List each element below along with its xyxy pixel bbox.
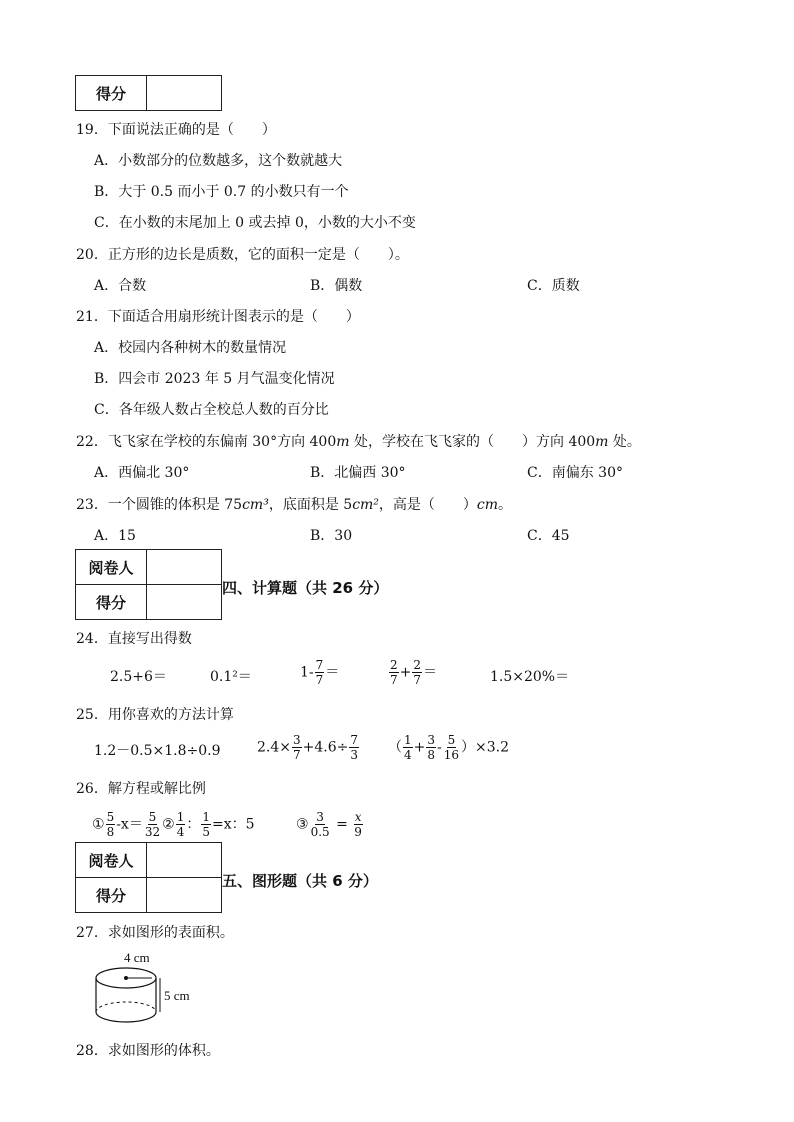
reviewer-cell[interactable] [147, 550, 222, 585]
q22-option-a: A．西偏北 30° [94, 465, 190, 481]
fraction [412, 658, 422, 687]
denominator: 32 [144, 825, 161, 839]
score-cell[interactable] [147, 878, 222, 913]
numerator: 1 [404, 733, 412, 747]
q26-p1-mid: -x＝ [116, 816, 143, 833]
fraction [443, 733, 460, 762]
section-4-title: 四、计算题（共 26 分） [222, 579, 389, 597]
cylinder-figure [90, 948, 210, 1032]
question-24: 24．直接写出得数 [76, 631, 192, 647]
q25-expr-2 [257, 733, 360, 762]
q21-option-a: A．校园内各种树木的数量情况 [94, 340, 287, 356]
q25-expr-3-close: ）×3.2 [461, 739, 510, 756]
fraction [349, 733, 359, 762]
question-23 [76, 494, 512, 514]
question-21: 21．下面适合用扇形统计图表示的是（ ） [76, 309, 360, 325]
q23-option-c: C．45 [527, 528, 570, 544]
denominator: 5 [202, 825, 210, 839]
radius-label: 4 cm [124, 950, 150, 965]
numerator: 3 [293, 733, 301, 747]
q24-item-4 [388, 658, 437, 687]
q25-expr-3-open: （ [388, 739, 402, 756]
question-26: 26．解方程或解比例 [76, 781, 206, 797]
denominator: 7 [390, 673, 398, 687]
score-label: 得分 [76, 585, 147, 620]
q24-item-4-post: ＝ [423, 664, 438, 681]
denominator: 4 [176, 825, 185, 839]
numerator: 2 [390, 658, 398, 672]
operator: - [437, 739, 442, 756]
section-4-score-box [75, 549, 222, 620]
fraction [315, 658, 325, 687]
numerator: 1 [202, 810, 210, 824]
height-label: 5 cm [164, 988, 190, 1003]
q19-option-c: C．在小数的末尾加上 0 或去掉 0，小数的大小不变 [94, 215, 416, 231]
q22-stem-b: 处，学校在飞飞家的（ ）方向 400 [349, 434, 596, 450]
circled-number-2: ② [162, 816, 175, 833]
denominator: 16 [443, 748, 460, 762]
fraction [106, 810, 116, 839]
fraction [426, 733, 436, 762]
question-25: 25．用你喜欢的方法计算 [76, 707, 234, 723]
numerator: 2 [413, 658, 422, 672]
denominator: 4 [404, 748, 412, 762]
section-5-title: 五、图形题（共 6 分） [222, 872, 378, 890]
q25-expr-2-a: 2.4× [257, 739, 291, 756]
q22-stem-a: 22．飞飞家在学校的东偏南 30°方向 400 [76, 434, 337, 450]
question-28: 28．求如图形的体积。 [76, 1043, 220, 1059]
q26-p2-rest: =x：5 [211, 816, 255, 833]
q22-option-c: C．南偏东 30° [527, 465, 623, 481]
question-20: 20．正方形的边长是质数，它的面积一定是（ ）。 [76, 247, 409, 263]
q23-unit-cm2: cm² [352, 497, 379, 513]
fraction [353, 810, 363, 839]
cylinder-center-dot [124, 976, 128, 980]
numerator: 7 [350, 733, 359, 747]
score-cell[interactable] [147, 585, 222, 620]
numerator: 3 [427, 733, 436, 747]
q24-item-5: 1.5×20%＝ [490, 669, 570, 685]
score-label: 得分 [76, 878, 147, 913]
denominator: 7 [293, 748, 301, 762]
q24-item-3 [300, 658, 339, 687]
q26-problem-1-2 [92, 810, 255, 839]
q24-item-3-post: ＝ [325, 664, 340, 681]
q23-stem-d: 。 [498, 497, 513, 513]
q22-stem-c: 处。 [608, 434, 641, 450]
question-19: 19．下面说法正确的是（ ） [76, 122, 276, 138]
fraction [144, 810, 161, 839]
reviewer-label: 阅卷人 [76, 550, 147, 585]
denominator: 8 [427, 748, 436, 762]
numerator: x [354, 810, 362, 824]
q21-option-c: C．各年级人数占全校总人数的百分比 [94, 402, 329, 418]
circled-number-1: ① [92, 816, 105, 833]
denominator: 8 [106, 825, 115, 839]
q23-option-b: B．30 [310, 528, 353, 544]
fraction [176, 810, 186, 839]
numerator: 5 [447, 733, 456, 747]
cylinder-bottom-back [96, 1002, 156, 1012]
q26-p2-colon: ： [186, 816, 201, 833]
q23-unit-cm3: cm³ [242, 497, 269, 513]
q25-expr-3 [388, 733, 509, 762]
score-label: 得分 [76, 76, 147, 111]
section-5-score-box [75, 842, 222, 913]
q22-unit-m: m [336, 434, 350, 450]
q22-unit-m-2: m [595, 434, 609, 450]
q20-option-c: C．质数 [527, 278, 580, 294]
numerator: 1 [176, 810, 185, 824]
q26-problem-3 [296, 810, 364, 839]
numerator: 5 [106, 810, 115, 824]
fraction [389, 658, 399, 687]
q19-option-b: B．大于 0.5 而小于 0.7 的小数只有一个 [94, 184, 349, 200]
reviewer-cell[interactable] [147, 843, 222, 878]
numerator: 5 [148, 810, 157, 824]
question-22 [76, 431, 641, 451]
q19-option-a: A．小数部分的位数越多，这个数就越大 [94, 153, 343, 169]
reviewer-label: 阅卷人 [76, 843, 147, 878]
operator: + [413, 739, 426, 756]
denominator: 3 [350, 748, 359, 762]
question-27: 27．求如图形的表面积。 [76, 925, 234, 941]
fraction [403, 733, 413, 762]
q25-expr-1: 1.2－0.5×1.8÷0.9 [94, 743, 221, 759]
q20-option-a: A．合数 [94, 278, 147, 294]
numerator: 7 [315, 658, 324, 672]
q25-expr-2-b: +4.6÷ [302, 739, 349, 756]
q24-item-1: 2.5+6＝ [110, 669, 167, 685]
fraction [310, 810, 331, 839]
score-cell[interactable] [147, 76, 222, 111]
cylinder-bottom-front [96, 1012, 156, 1022]
q20-option-b: B．偶数 [310, 278, 363, 294]
denominator: 9 [354, 825, 362, 839]
q22-option-b: B．北偏西 30° [310, 465, 406, 481]
q24-item-3-pre: 1- [300, 664, 314, 681]
q23-stem-b: ，底面积是 5 [268, 497, 353, 513]
score-box-top [75, 75, 222, 111]
fraction [201, 810, 211, 839]
numerator: 3 [316, 810, 324, 824]
denominator: 7 [315, 673, 324, 687]
equals: = [331, 816, 353, 833]
denominator: 0.5 [310, 825, 330, 839]
fraction [292, 733, 302, 762]
q24-item-2: 0.1²＝ [210, 669, 252, 685]
denominator: 7 [413, 673, 422, 687]
q23-stem-c: ，高是（ ） [378, 497, 477, 513]
q23-stem-a: 23．一个圆锥的体积是 75 [76, 497, 243, 513]
q23-option-a: A．15 [94, 528, 136, 544]
circled-number-3: ③ [296, 816, 309, 833]
q23-unit-cm: cm [476, 497, 499, 513]
q21-option-b: B．四会市 2023 年 5 月气温变化情况 [94, 371, 335, 387]
operator: + [399, 664, 412, 681]
